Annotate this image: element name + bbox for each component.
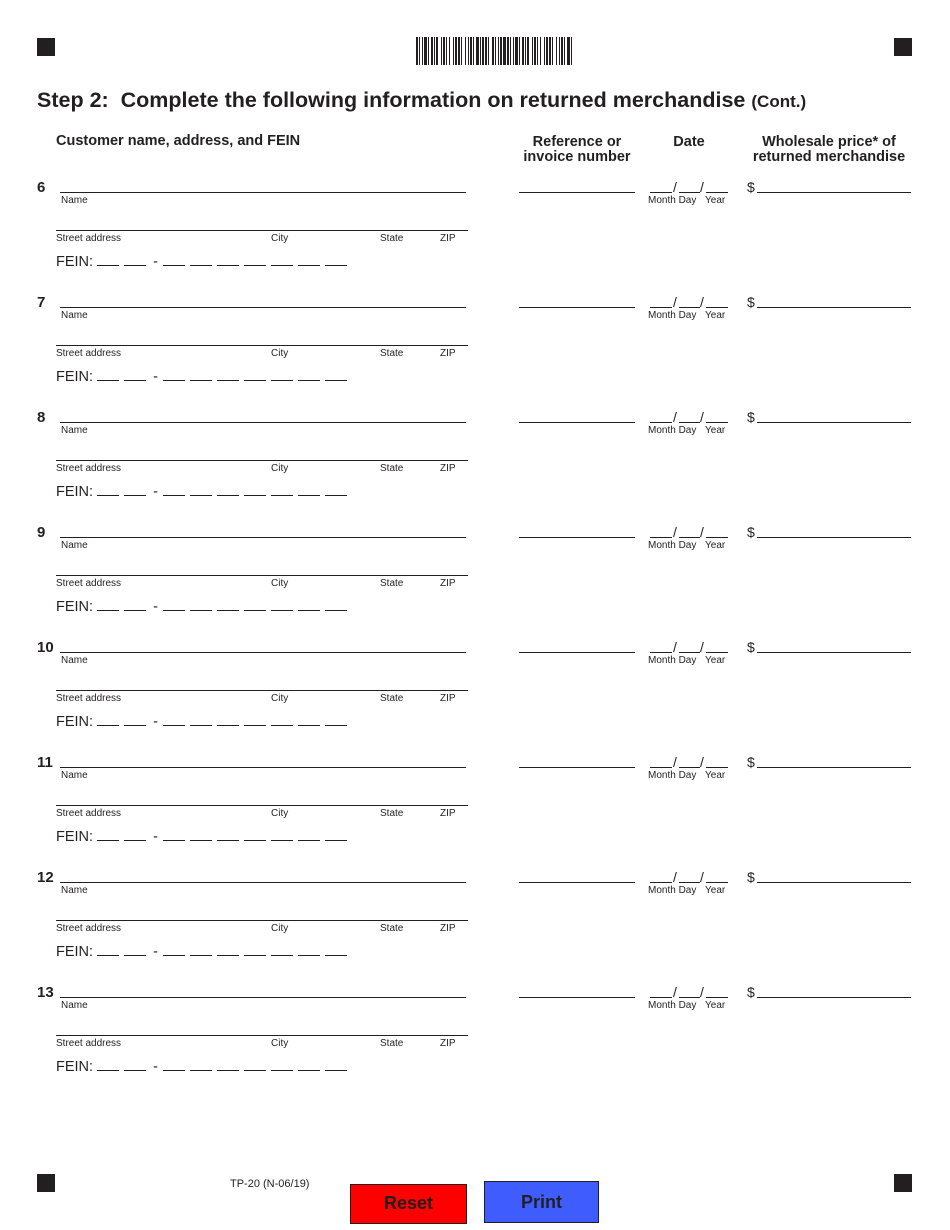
name-field[interactable]	[60, 652, 466, 653]
month-day-label: Month Day	[648, 655, 697, 666]
state-label: State	[380, 1038, 404, 1049]
reference-field[interactable]	[519, 307, 635, 308]
price-field[interactable]	[757, 537, 911, 538]
fein-digit[interactable]	[271, 253, 293, 266]
print-button[interactable]: Print	[484, 1181, 599, 1223]
state-label: State	[380, 923, 404, 934]
form-id: TP-20 (N-06/19)	[230, 1178, 310, 1190]
fein-field[interactable]	[56, 253, 352, 270]
fein-digit[interactable]	[271, 828, 293, 841]
fein-dash: -	[153, 829, 158, 845]
year-label: Year	[705, 885, 726, 896]
name-label: Name	[61, 425, 88, 436]
fein-digit[interactable]	[244, 598, 266, 611]
zip-label: ZIP	[440, 463, 456, 474]
header-price-line2: returned merchandise	[752, 149, 906, 165]
registration-mark-top-left	[37, 38, 55, 56]
entry-number: 11	[37, 754, 53, 771]
fein-digit[interactable]	[244, 483, 266, 496]
entry-number: 10	[37, 639, 54, 656]
date-slash: /	[673, 984, 677, 1000]
street-address-label: Street address	[56, 1038, 122, 1049]
month-day-label: Month Day	[648, 425, 697, 436]
fein-digit[interactable]	[271, 483, 293, 496]
price-field[interactable]	[757, 652, 911, 653]
zip-label: ZIP	[440, 1038, 456, 1049]
date-day-field[interactable]	[679, 882, 700, 883]
header-price-line1: Wholesale price* of	[762, 134, 896, 150]
fein-digit[interactable]	[97, 368, 119, 381]
fein-digit[interactable]	[325, 713, 347, 726]
address-field[interactable]	[56, 345, 468, 346]
date-year-field[interactable]	[706, 997, 728, 998]
state-label: State	[380, 808, 404, 819]
header-reference-line2: invoice number	[523, 149, 631, 165]
date-slash: /	[673, 869, 677, 885]
dollar-sign: $	[747, 869, 755, 885]
name-field[interactable]	[60, 767, 466, 768]
date-slash: /	[673, 294, 677, 310]
name-label: Name	[61, 310, 88, 321]
fein-label: FEIN:	[56, 484, 94, 500]
entry-row	[0, 754, 950, 869]
fein-digit[interactable]	[163, 253, 185, 266]
date-year-field[interactable]	[706, 422, 728, 423]
city-label: City	[271, 233, 289, 244]
date-year-field[interactable]	[706, 652, 728, 653]
reference-field[interactable]	[519, 192, 635, 193]
fein-digit[interactable]	[124, 483, 146, 496]
fein-digit[interactable]	[97, 828, 119, 841]
header-customer: Customer name, address, and FEIN	[56, 133, 301, 149]
year-label: Year	[705, 655, 726, 666]
reset-button[interactable]: Reset	[350, 1184, 467, 1224]
fein-digit[interactable]	[217, 598, 239, 611]
city-label: City	[271, 578, 289, 589]
date-month-field[interactable]	[650, 537, 672, 538]
fein-label: FEIN:	[56, 714, 94, 730]
date-slash: /	[700, 754, 704, 770]
fein-digit[interactable]	[97, 1058, 119, 1071]
fein-digit[interactable]	[298, 368, 320, 381]
price-field[interactable]	[757, 307, 911, 308]
fein-digit[interactable]	[298, 598, 320, 611]
street-address-label: Street address	[56, 463, 122, 474]
step-label: Step 2:	[37, 88, 109, 112]
barcode	[416, 37, 573, 65]
fein-digit[interactable]	[124, 1058, 146, 1071]
month-day-label: Month Day	[648, 540, 697, 551]
fein-digit[interactable]	[271, 943, 293, 956]
dollar-sign: $	[747, 984, 755, 1000]
entry-number: 7	[37, 294, 46, 311]
date-slash: /	[673, 179, 677, 195]
fein-digit[interactable]	[217, 368, 239, 381]
address-field[interactable]	[56, 1035, 468, 1036]
fein-dash: -	[153, 599, 158, 615]
fein-digit[interactable]	[325, 1058, 347, 1071]
fein-digit[interactable]	[190, 253, 212, 266]
year-label: Year	[705, 310, 726, 321]
fein-field[interactable]	[56, 828, 352, 845]
page-title	[37, 88, 806, 113]
fein-field[interactable]	[56, 483, 352, 500]
fein-digit[interactable]	[271, 368, 293, 381]
address-field[interactable]	[56, 805, 468, 806]
dollar-sign: $	[747, 754, 755, 770]
fein-label: FEIN:	[56, 254, 94, 270]
dollar-sign: $	[747, 639, 755, 655]
city-label: City	[271, 1038, 289, 1049]
fein-digit[interactable]	[217, 828, 239, 841]
fein-label: FEIN:	[56, 599, 94, 615]
fein-digit[interactable]	[97, 943, 119, 956]
date-month-field[interactable]	[650, 767, 672, 768]
price-field[interactable]	[757, 882, 911, 883]
fein-dash: -	[153, 1059, 158, 1075]
city-label: City	[271, 808, 289, 819]
state-label: State	[380, 463, 404, 474]
date-month-field[interactable]	[650, 882, 672, 883]
date-day-field[interactable]	[679, 422, 700, 423]
fein-label: FEIN:	[56, 369, 94, 385]
header-reference-line1: Reference or	[532, 134, 622, 150]
address-field[interactable]	[56, 230, 468, 231]
address-field[interactable]	[56, 460, 468, 461]
city-label: City	[271, 923, 289, 934]
header-date: Date	[673, 134, 705, 150]
zip-label: ZIP	[440, 348, 456, 359]
street-address-label: Street address	[56, 578, 122, 589]
address-field[interactable]	[56, 690, 468, 691]
entry-number: 6	[37, 179, 46, 196]
reference-field[interactable]	[519, 997, 635, 998]
date-slash: /	[700, 294, 704, 310]
fein-digit[interactable]	[163, 943, 185, 956]
fein-digit[interactable]	[325, 253, 347, 266]
fein-digit[interactable]	[244, 253, 266, 266]
city-label: City	[271, 693, 289, 704]
fein-label: FEIN:	[56, 944, 94, 960]
fein-dash: -	[153, 714, 158, 730]
street-address-label: Street address	[56, 233, 122, 244]
fein-label: FEIN:	[56, 1059, 94, 1075]
fein-digit[interactable]	[244, 368, 266, 381]
fein-digit[interactable]	[190, 943, 212, 956]
month-day-label: Month Day	[648, 770, 697, 781]
fein-digit[interactable]	[325, 943, 347, 956]
date-day-field[interactable]	[679, 767, 700, 768]
address-field[interactable]	[56, 920, 468, 921]
dollar-sign: $	[747, 179, 755, 195]
price-field[interactable]	[757, 192, 911, 193]
fein-digit[interactable]	[325, 598, 347, 611]
name-field[interactable]	[60, 537, 466, 538]
month-day-label: Month Day	[648, 885, 697, 896]
year-label: Year	[705, 1000, 726, 1011]
fein-digit[interactable]	[190, 828, 212, 841]
fein-digit[interactable]	[163, 1058, 185, 1071]
date-slash: /	[700, 984, 704, 1000]
fein-digit[interactable]	[124, 598, 146, 611]
date-month-field[interactable]	[650, 192, 672, 193]
fein-digit[interactable]	[217, 483, 239, 496]
zip-label: ZIP	[440, 578, 456, 589]
fein-digit[interactable]	[298, 828, 320, 841]
date-year-field[interactable]	[706, 767, 728, 768]
step-text: Complete the following information on returned merchandise	[120, 88, 746, 112]
date-slash: /	[700, 869, 704, 885]
date-slash: /	[700, 179, 704, 195]
date-month-field[interactable]	[650, 997, 672, 998]
fein-digit[interactable]	[217, 253, 239, 266]
zip-label: ZIP	[440, 923, 456, 934]
fein-digit[interactable]	[190, 368, 212, 381]
name-label: Name	[61, 1000, 88, 1011]
fein-digit[interactable]	[163, 713, 185, 726]
fein-digit[interactable]	[163, 483, 185, 496]
entry-row	[0, 984, 950, 1099]
date-slash: /	[673, 524, 677, 540]
fein-dash: -	[153, 369, 158, 385]
cont-label: (Cont.)	[751, 92, 807, 111]
fein-field[interactable]	[56, 598, 352, 615]
name-label: Name	[61, 195, 88, 206]
name-label: Name	[61, 540, 88, 551]
fein-dash: -	[153, 944, 158, 960]
entry-row	[0, 294, 950, 409]
date-month-field[interactable]	[650, 652, 672, 653]
fein-digit[interactable]	[244, 828, 266, 841]
street-address-label: Street address	[56, 348, 122, 359]
fein-digit[interactable]	[124, 253, 146, 266]
entry-row	[0, 179, 950, 294]
name-label: Name	[61, 770, 88, 781]
registration-mark-top-right	[894, 38, 912, 56]
fein-digit[interactable]	[325, 483, 347, 496]
fein-digit[interactable]	[298, 483, 320, 496]
year-label: Year	[705, 425, 726, 436]
date-month-field[interactable]	[650, 422, 672, 423]
date-slash: /	[673, 754, 677, 770]
fein-digit[interactable]	[298, 943, 320, 956]
fein-digit[interactable]	[124, 828, 146, 841]
fein-digit[interactable]	[244, 713, 266, 726]
fein-digit[interactable]	[163, 598, 185, 611]
year-label: Year	[705, 770, 726, 781]
registration-mark-bottom-right	[894, 1174, 912, 1192]
reference-field[interactable]	[519, 652, 635, 653]
reference-field[interactable]	[519, 537, 635, 538]
reference-field[interactable]	[519, 767, 635, 768]
registration-mark-bottom-left	[37, 1174, 55, 1192]
entry-row	[0, 409, 950, 524]
fein-digit[interactable]	[325, 828, 347, 841]
entry-number: 12	[37, 869, 54, 886]
date-year-field[interactable]	[706, 307, 728, 308]
zip-label: ZIP	[440, 233, 456, 244]
fein-digit[interactable]	[190, 713, 212, 726]
name-field[interactable]	[60, 192, 466, 193]
fein-digit[interactable]	[190, 598, 212, 611]
month-day-label: Month Day	[648, 195, 697, 206]
date-slash: /	[700, 409, 704, 425]
fein-digit[interactable]	[163, 828, 185, 841]
date-slash: /	[700, 639, 704, 655]
entry-number: 9	[37, 524, 46, 541]
fein-digit[interactable]	[244, 943, 266, 956]
entry-number: 13	[37, 984, 54, 1001]
fein-digit[interactable]	[298, 1058, 320, 1071]
year-label: Year	[705, 540, 726, 551]
name-field[interactable]	[60, 422, 466, 423]
name-label: Name	[61, 885, 88, 896]
fein-digit[interactable]	[298, 713, 320, 726]
entry-row	[0, 869, 950, 984]
fein-field[interactable]	[56, 368, 352, 385]
date-slash: /	[673, 639, 677, 655]
fein-digit[interactable]	[217, 713, 239, 726]
zip-label: ZIP	[440, 808, 456, 819]
month-day-label: Month Day	[648, 310, 697, 321]
date-year-field[interactable]	[706, 192, 728, 193]
fein-field[interactable]	[56, 1058, 352, 1075]
date-day-field[interactable]	[679, 192, 700, 193]
date-year-field[interactable]	[706, 882, 728, 883]
entry-row	[0, 524, 950, 639]
fein-digit[interactable]	[163, 368, 185, 381]
fein-digit[interactable]	[97, 253, 119, 266]
entry-number: 8	[37, 409, 46, 426]
price-field[interactable]	[757, 997, 911, 998]
name-field[interactable]	[60, 307, 466, 308]
dollar-sign: $	[747, 409, 755, 425]
fein-digit[interactable]	[271, 1058, 293, 1071]
state-label: State	[380, 233, 404, 244]
fein-digit[interactable]	[271, 713, 293, 726]
fein-dash: -	[153, 254, 158, 270]
state-label: State	[380, 348, 404, 359]
name-field[interactable]	[60, 997, 466, 998]
state-label: State	[380, 693, 404, 704]
month-day-label: Month Day	[648, 1000, 697, 1011]
fein-digit[interactable]	[97, 598, 119, 611]
date-day-field[interactable]	[679, 652, 700, 653]
fein-digit[interactable]	[217, 1058, 239, 1071]
year-label: Year	[705, 195, 726, 206]
price-field[interactable]	[757, 422, 911, 423]
fein-digit[interactable]	[217, 943, 239, 956]
fein-digit[interactable]	[124, 943, 146, 956]
reference-field[interactable]	[519, 422, 635, 423]
fein-field[interactable]	[56, 713, 352, 730]
date-day-field[interactable]	[679, 997, 700, 998]
date-slash: /	[673, 409, 677, 425]
date-day-field[interactable]	[679, 537, 700, 538]
dollar-sign: $	[747, 524, 755, 540]
reference-field[interactable]	[519, 882, 635, 883]
fein-digit[interactable]	[298, 253, 320, 266]
price-field[interactable]	[757, 767, 911, 768]
street-address-label: Street address	[56, 693, 122, 704]
date-day-field[interactable]	[679, 307, 700, 308]
fein-label: FEIN:	[56, 829, 94, 845]
state-label: State	[380, 578, 404, 589]
street-address-label: Street address	[56, 923, 122, 934]
street-address-label: Street address	[56, 808, 122, 819]
fein-digit[interactable]	[244, 1058, 266, 1071]
fein-digit[interactable]	[190, 1058, 212, 1071]
date-month-field[interactable]	[650, 307, 672, 308]
fein-dash: -	[153, 484, 158, 500]
dollar-sign: $	[747, 294, 755, 310]
city-label: City	[271, 348, 289, 359]
name-label: Name	[61, 655, 88, 666]
date-year-field[interactable]	[706, 537, 728, 538]
header-price	[748, 135, 910, 165]
city-label: City	[271, 463, 289, 474]
entry-row	[0, 639, 950, 754]
name-field[interactable]	[60, 882, 466, 883]
fein-field[interactable]	[56, 943, 352, 960]
fein-digit[interactable]	[124, 713, 146, 726]
fein-digit[interactable]	[97, 483, 119, 496]
address-field[interactable]	[56, 575, 468, 576]
fein-digit[interactable]	[97, 713, 119, 726]
header-reference	[517, 135, 637, 165]
fein-digit[interactable]	[271, 598, 293, 611]
fein-digit[interactable]	[325, 368, 347, 381]
date-slash: /	[700, 524, 704, 540]
zip-label: ZIP	[440, 693, 456, 704]
fein-digit[interactable]	[190, 483, 212, 496]
fein-digit[interactable]	[124, 368, 146, 381]
